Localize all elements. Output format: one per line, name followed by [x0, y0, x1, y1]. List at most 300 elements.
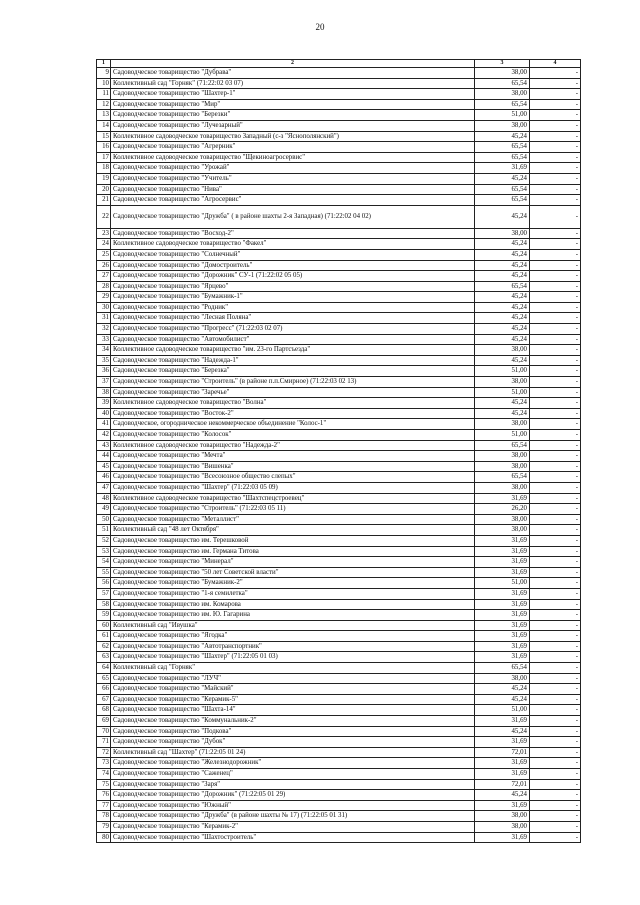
row-extra: - — [530, 260, 581, 271]
row-name: Садоводческое товарищество "Урожай" — [111, 163, 475, 174]
row-extra: - — [530, 99, 581, 110]
row-extra: - — [530, 726, 581, 737]
row-extra: - — [530, 398, 581, 409]
table-row — [97, 599, 581, 610]
row-value: 38,00 — [475, 89, 530, 100]
row-value: 65,54 — [475, 195, 530, 206]
row-extra: - — [530, 610, 581, 621]
row-name: Садоводческое товарищество "ЛУЧ" — [111, 673, 475, 684]
row-value: 45,24 — [475, 239, 530, 250]
row-extra: - — [530, 313, 581, 324]
row-number: 56 — [97, 578, 111, 589]
row-number: 17 — [97, 152, 111, 163]
table-row — [97, 430, 581, 441]
row-name: Садоводческое товарищество "Заречье" — [111, 387, 475, 398]
row-name: Коллективное садоводческое товарищество "Шахтспецстроевец" — [111, 493, 475, 504]
table-row — [97, 419, 581, 430]
row-extra: - — [530, 292, 581, 303]
row-number: 12 — [97, 99, 111, 110]
row-number: 16 — [97, 142, 111, 153]
row-number: 21 — [97, 195, 111, 206]
row-name: Садоводческое товарищество "Керамик-2" — [111, 821, 475, 832]
table-row — [97, 758, 581, 769]
row-value: 65,54 — [475, 440, 530, 451]
row-value: 65,54 — [475, 78, 530, 89]
table-row — [97, 800, 581, 811]
row-value: 45,24 — [475, 684, 530, 695]
table-row — [97, 482, 581, 493]
row-number: 32 — [97, 324, 111, 335]
row-extra: - — [530, 705, 581, 716]
row-name: Коллективное садоводческое товарищество "Факел" — [111, 239, 475, 250]
row-number: 76 — [97, 790, 111, 801]
table-row — [97, 631, 581, 642]
row-name: Садоводческое товарищество "Солнечный" — [111, 249, 475, 260]
header-col-4: 4 — [530, 60, 581, 68]
row-extra: - — [530, 152, 581, 163]
row-number: 74 — [97, 769, 111, 780]
row-name: Садоводческое товарищество "Восход-2" — [111, 228, 475, 239]
table-row — [97, 345, 581, 356]
row-extra: - — [530, 451, 581, 462]
row-value: 45,24 — [475, 790, 530, 801]
row-value: 72,01 — [475, 747, 530, 758]
row-name: Садоводческое товарищество "Домостроитель" — [111, 260, 475, 271]
table-row — [97, 239, 581, 250]
row-number: 15 — [97, 131, 111, 142]
row-name: Коллективный сад "Горняк" (71:22:02 03 07) — [111, 78, 475, 89]
row-number: 50 — [97, 514, 111, 525]
row-value: 31,69 — [475, 716, 530, 727]
row-number: 72 — [97, 747, 111, 758]
row-name: Садоводческое товарищество "Строитель" (в районе п.п.Смирное) (71:22:03 02 13) — [111, 377, 475, 388]
row-extra: - — [530, 546, 581, 557]
row-value: 31,69 — [475, 493, 530, 504]
row-value: 51,00 — [475, 430, 530, 441]
row-extra: - — [530, 430, 581, 441]
row-value: 31,69 — [475, 652, 530, 663]
row-value: 51,00 — [475, 705, 530, 716]
table-row — [97, 821, 581, 832]
row-name: Садоводческое товарищество "Колосок" — [111, 430, 475, 441]
row-number: 40 — [97, 408, 111, 419]
row-number: 33 — [97, 334, 111, 345]
row-name: Садоводческое, огородническое некоммерческое объединение "Колос-1" — [111, 419, 475, 430]
row-number: 25 — [97, 249, 111, 260]
row-number: 28 — [97, 281, 111, 292]
row-number: 13 — [97, 110, 111, 121]
row-extra: - — [530, 142, 581, 153]
row-number: 54 — [97, 557, 111, 568]
row-value: 38,00 — [475, 68, 530, 79]
row-number: 38 — [97, 387, 111, 398]
row-name: Садоводческое товарищество "Бумажник-2" — [111, 578, 475, 589]
row-extra: - — [530, 440, 581, 451]
row-value: 45,24 — [475, 131, 530, 142]
table-row — [97, 514, 581, 525]
row-value: 51,00 — [475, 578, 530, 589]
row-extra: - — [530, 631, 581, 642]
table-row — [97, 684, 581, 695]
table-row — [97, 610, 581, 621]
row-name: Садоводческое товарищество "Дубок" — [111, 737, 475, 748]
table-row — [97, 281, 581, 292]
row-extra: - — [530, 239, 581, 250]
row-name: Садоводческое товарищество "Саженец" — [111, 769, 475, 780]
row-number: 27 — [97, 271, 111, 282]
row-value: 45,24 — [475, 249, 530, 260]
row-number: 26 — [97, 260, 111, 271]
row-value: 45,24 — [475, 260, 530, 271]
row-value: 45,24 — [475, 694, 530, 705]
row-name: Садоводческое товарищество "Восток-2" — [111, 408, 475, 419]
table-row — [97, 504, 581, 515]
row-number: 60 — [97, 620, 111, 631]
row-extra: - — [530, 377, 581, 388]
row-value: 31,69 — [475, 631, 530, 642]
row-name: Садоводческое товарищество "Строитель" (71:22:03 05 11) — [111, 504, 475, 515]
row-name: Садоводческое товарищество "Дубрава" — [111, 68, 475, 79]
row-value: 38,00 — [475, 811, 530, 822]
row-extra: - — [530, 408, 581, 419]
table-row — [97, 387, 581, 398]
row-name: Садоводческое товарищество им. Германа Титова — [111, 546, 475, 557]
row-extra: - — [530, 790, 581, 801]
row-extra: - — [530, 557, 581, 568]
row-extra: - — [530, 493, 581, 504]
row-value: 31,69 — [475, 557, 530, 568]
row-value: 38,00 — [475, 673, 530, 684]
row-name: Коллективное садоводческое товарищество "Щекиноагросервис" — [111, 152, 475, 163]
row-number: 41 — [97, 419, 111, 430]
row-value: 31,69 — [475, 567, 530, 578]
row-extra: - — [530, 78, 581, 89]
table-row — [97, 324, 581, 335]
row-name: Коллективное садоводческое товарищество "им. 23-го Партсъезда" — [111, 345, 475, 356]
row-value: 65,54 — [475, 142, 530, 153]
row-value: 31,69 — [475, 758, 530, 769]
row-name: Садоводческое товарищество "50 лет Советской власти" — [111, 567, 475, 578]
row-extra: - — [530, 684, 581, 695]
row-extra: - — [530, 228, 581, 239]
table-row — [97, 99, 581, 110]
row-extra: - — [530, 472, 581, 483]
row-number: 53 — [97, 546, 111, 557]
row-value: 72,01 — [475, 779, 530, 790]
row-extra: - — [530, 663, 581, 674]
row-name: Садоводческое товарищество "Шахта-14" — [111, 705, 475, 716]
row-value: 45,24 — [475, 398, 530, 409]
row-name: Садоводческое товарищество "Шахтостроитель" — [111, 832, 475, 843]
row-value: 38,00 — [475, 120, 530, 131]
table-row — [97, 652, 581, 663]
table-row — [97, 249, 581, 260]
table-row — [97, 313, 581, 324]
table-row — [97, 271, 581, 282]
row-value: 65,54 — [475, 152, 530, 163]
row-value: 45,24 — [475, 205, 530, 228]
row-name: Садоводческое товарищество "Дорожник" (71:22:05 01 29) — [111, 790, 475, 801]
row-number: 77 — [97, 800, 111, 811]
row-value: 65,54 — [475, 281, 530, 292]
row-name: Коллективный сад "Ивушка" — [111, 620, 475, 631]
table-row — [97, 173, 581, 184]
row-value: 38,00 — [475, 461, 530, 472]
row-extra: - — [530, 345, 581, 356]
header-col-2: 2 — [111, 60, 475, 68]
row-value: 38,00 — [475, 451, 530, 462]
table-row — [97, 184, 581, 195]
row-name: Садоводческое товарищество "Надежда-1" — [111, 355, 475, 366]
row-number: 34 — [97, 345, 111, 356]
row-extra: - — [530, 599, 581, 610]
table-row — [97, 535, 581, 546]
row-number: 51 — [97, 525, 111, 536]
row-value: 38,00 — [475, 228, 530, 239]
row-name: Садоводческое товарищество "Ярцево" — [111, 281, 475, 292]
row-number: 20 — [97, 184, 111, 195]
table-row — [97, 68, 581, 79]
row-value: 26,20 — [475, 504, 530, 515]
row-name: Садоводческое товарищество им. Комарова — [111, 599, 475, 610]
row-extra: - — [530, 535, 581, 546]
row-value: 38,00 — [475, 419, 530, 430]
table-row — [97, 557, 581, 568]
row-extra: - — [530, 163, 581, 174]
row-value: 65,54 — [475, 184, 530, 195]
row-value: 45,24 — [475, 355, 530, 366]
row-number: 18 — [97, 163, 111, 174]
row-extra: - — [530, 578, 581, 589]
row-value: 45,24 — [475, 173, 530, 184]
row-value: 38,00 — [475, 821, 530, 832]
row-extra: - — [530, 821, 581, 832]
row-value: 51,00 — [475, 366, 530, 377]
row-name: Садоводческое товарищество "Березки" — [111, 110, 475, 121]
row-extra: - — [530, 334, 581, 345]
row-value: 31,69 — [475, 535, 530, 546]
table-row — [97, 737, 581, 748]
row-extra: - — [530, 694, 581, 705]
table-row — [97, 779, 581, 790]
row-value: 31,69 — [475, 641, 530, 652]
row-extra: - — [530, 779, 581, 790]
row-name: Садоводческое товарищество "Агрерник" — [111, 142, 475, 153]
row-value: 65,54 — [475, 99, 530, 110]
row-number: 29 — [97, 292, 111, 303]
table-row — [97, 726, 581, 737]
row-name: Садоводческое товарищество "Учитель" — [111, 173, 475, 184]
table-row — [97, 142, 581, 153]
row-number: 59 — [97, 610, 111, 621]
row-number: 65 — [97, 673, 111, 684]
row-number: 64 — [97, 663, 111, 674]
row-name: Садоводческое товарищество "Родник" — [111, 302, 475, 313]
table-row — [97, 120, 581, 131]
row-name: Садоводческое товарищество "Металлист" — [111, 514, 475, 525]
row-number: 52 — [97, 535, 111, 546]
table-row — [97, 832, 581, 843]
row-name: Садоводческое товарищество "Лесная Поляна" — [111, 313, 475, 324]
row-value: 65,54 — [475, 663, 530, 674]
row-value: 38,00 — [475, 345, 530, 356]
row-number: 30 — [97, 302, 111, 313]
row-name: Садоводческое товарищество "Агросервис" — [111, 195, 475, 206]
row-extra: - — [530, 120, 581, 131]
row-extra: - — [530, 525, 581, 536]
table-row — [97, 769, 581, 780]
table-row — [97, 705, 581, 716]
row-number: 47 — [97, 482, 111, 493]
row-name: Садоводческое товарищество "Дружба" (в районе шахты № 17) (71:22:05 01 31) — [111, 811, 475, 822]
row-extra: - — [530, 271, 581, 282]
table-row — [97, 546, 581, 557]
row-name: Садоводческое товарищество "Автотранспортник" — [111, 641, 475, 652]
table-row — [97, 205, 581, 228]
page-number: 20 — [315, 22, 325, 32]
row-number: 80 — [97, 832, 111, 843]
row-name: Садоводческое товарищество "Шахтер-1" — [111, 89, 475, 100]
row-number: 23 — [97, 228, 111, 239]
table-row — [97, 195, 581, 206]
row-number: 57 — [97, 588, 111, 599]
row-number: 11 — [97, 89, 111, 100]
row-value: 45,24 — [475, 271, 530, 282]
row-extra: - — [530, 652, 581, 663]
table-row — [97, 567, 581, 578]
table-row — [97, 663, 581, 674]
row-number: 67 — [97, 694, 111, 705]
row-name: Коллективный сад "Горняк" — [111, 663, 475, 674]
row-extra: - — [530, 800, 581, 811]
row-extra: - — [530, 588, 581, 599]
row-value: 31,69 — [475, 546, 530, 557]
row-number: 10 — [97, 78, 111, 89]
row-name: Коллективное садоводческое товарищество "Волна" — [111, 398, 475, 409]
table-row — [97, 292, 581, 303]
row-number: 43 — [97, 440, 111, 451]
row-extra: - — [530, 89, 581, 100]
row-number: 61 — [97, 631, 111, 642]
row-number: 44 — [97, 451, 111, 462]
row-name: Садоводческое товарищество "Мечта" — [111, 451, 475, 462]
row-number: 36 — [97, 366, 111, 377]
table-row — [97, 228, 581, 239]
table-row — [97, 694, 581, 705]
row-name: Садоводческое товарищество "1-я семилетка" — [111, 588, 475, 599]
row-number: 37 — [97, 377, 111, 388]
table-row — [97, 408, 581, 419]
garden-societies-table — [96, 59, 581, 843]
row-extra: - — [530, 716, 581, 727]
row-value: 31,69 — [475, 599, 530, 610]
row-number: 66 — [97, 684, 111, 695]
row-number: 62 — [97, 641, 111, 652]
table-row — [97, 747, 581, 758]
row-extra: - — [530, 366, 581, 377]
row-extra: - — [530, 195, 581, 206]
table-row — [97, 334, 581, 345]
row-number: 14 — [97, 120, 111, 131]
row-name: Садоводческое товарищество "Дружба" ( в районе шахты 2-я Западная) (71:22:02 04 02) — [111, 205, 475, 228]
table-row — [97, 451, 581, 462]
row-name: Садоводческое товарищество "Майский" — [111, 684, 475, 695]
row-name: Садоводческое товарищество им. Ю. Гагарина — [111, 610, 475, 621]
row-number: 73 — [97, 758, 111, 769]
table-row — [97, 163, 581, 174]
row-number: 24 — [97, 239, 111, 250]
row-number: 55 — [97, 567, 111, 578]
table-row — [97, 302, 581, 313]
row-value: 51,00 — [475, 387, 530, 398]
row-number: 31 — [97, 313, 111, 324]
table-row — [97, 398, 581, 409]
row-number: 69 — [97, 716, 111, 727]
row-name: Садоводческое товарищество "Лучезарный" — [111, 120, 475, 131]
table-row — [97, 366, 581, 377]
table-row — [97, 716, 581, 727]
row-number: 22 — [97, 205, 111, 228]
row-number: 46 — [97, 472, 111, 483]
row-extra: - — [530, 620, 581, 631]
row-extra: - — [530, 302, 581, 313]
row-number: 78 — [97, 811, 111, 822]
row-value: 45,24 — [475, 292, 530, 303]
table-row — [97, 78, 581, 89]
row-name: Садоводческое товарищество "Железнодорожник" — [111, 758, 475, 769]
row-name: Садоводческое товарищество "Шахтер" (71:22:05 01 03) — [111, 652, 475, 663]
row-extra: - — [530, 419, 581, 430]
row-extra: - — [530, 249, 581, 260]
row-name: Садоводческое товарищество "Заря" — [111, 779, 475, 790]
row-extra: - — [530, 811, 581, 822]
row-name: Садоводческое товарищество "Автомобилист" — [111, 334, 475, 345]
row-extra: - — [530, 737, 581, 748]
table-row — [97, 525, 581, 536]
row-extra: - — [530, 832, 581, 843]
row-name: Садоводческое товарищество "Шахтер" (71:22:03 05 09) — [111, 482, 475, 493]
row-name: Садоводческое товарищество "Ягодка" — [111, 631, 475, 642]
row-name: Садоводческое товарищество "Керамик-5" — [111, 694, 475, 705]
row-extra: - — [530, 324, 581, 335]
row-number: 68 — [97, 705, 111, 716]
table-row — [97, 588, 581, 599]
row-number: 75 — [97, 779, 111, 790]
table-row — [97, 641, 581, 652]
row-value: 51,00 — [475, 110, 530, 121]
row-extra: - — [530, 68, 581, 79]
table-row — [97, 131, 581, 142]
table-body — [97, 68, 581, 843]
row-extra: - — [530, 482, 581, 493]
row-name: Садоводческое товарищество им. Терешковой — [111, 535, 475, 546]
table-row — [97, 620, 581, 631]
row-name: Садоводческое товарищество "Дорожник" СУ-1 (71:22:02 05 05) — [111, 271, 475, 282]
row-number: 42 — [97, 430, 111, 441]
row-extra: - — [530, 184, 581, 195]
row-name: Коллективное садоводческое товарищество "Надежда-2" — [111, 440, 475, 451]
table-row — [97, 578, 581, 589]
row-extra: - — [530, 387, 581, 398]
row-number: 48 — [97, 493, 111, 504]
row-number: 63 — [97, 652, 111, 663]
row-name: Садоводческое товарищество "Южный" — [111, 800, 475, 811]
row-name: Садоводческое товарищество "Прогресс" (71:22:03 02 07) — [111, 324, 475, 335]
table-row — [97, 260, 581, 271]
row-extra: - — [530, 673, 581, 684]
row-extra: - — [530, 641, 581, 652]
row-value: 31,69 — [475, 588, 530, 599]
